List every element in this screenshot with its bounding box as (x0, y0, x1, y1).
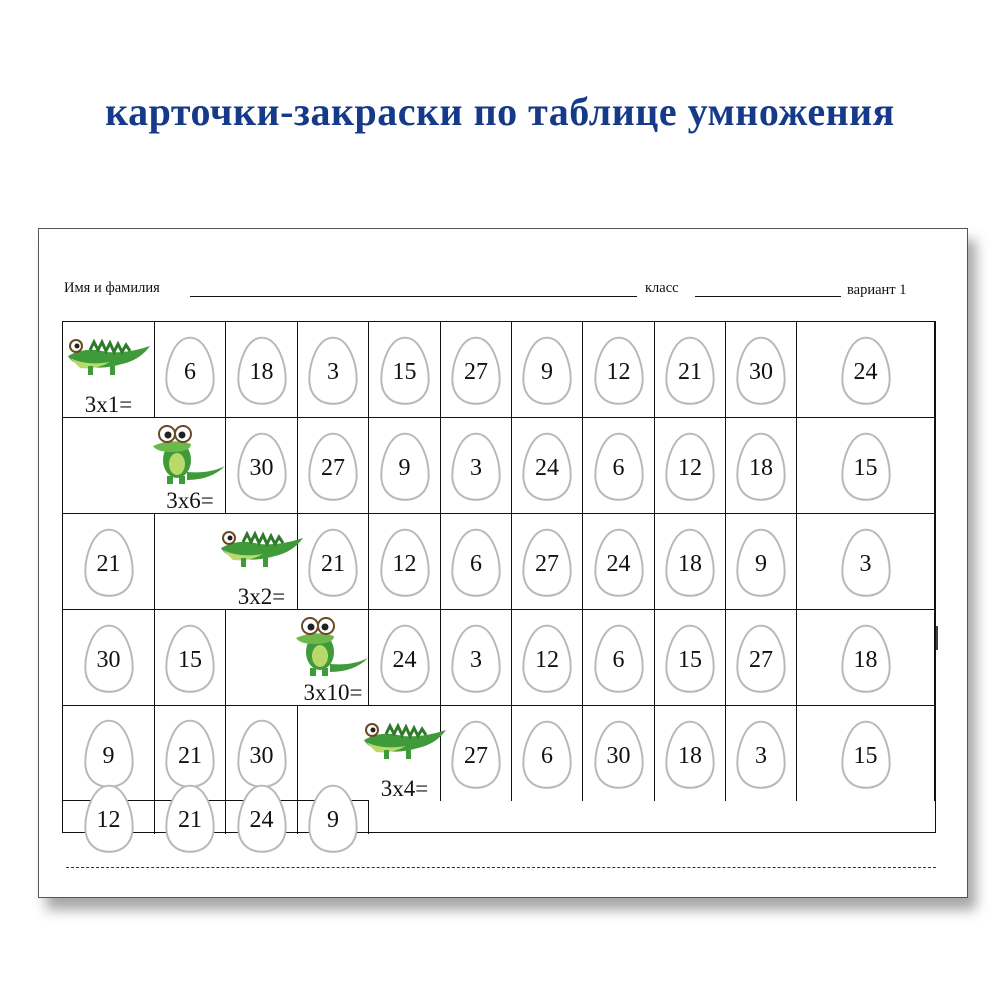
multiplication-expression: 3x4= (380, 776, 429, 801)
row-label-cell (226, 514, 298, 610)
egg-number: 24 (535, 455, 559, 481)
egg-cell[interactable] (655, 418, 726, 514)
egg-cell[interactable] (63, 610, 155, 706)
egg-number: 12 (678, 455, 702, 481)
egg-number: 27 (464, 743, 488, 769)
egg-number: 12 (392, 551, 417, 577)
egg-cell[interactable] (512, 514, 583, 610)
egg-number: 6 (612, 647, 625, 673)
egg-number: 9 (541, 359, 553, 385)
egg-cell[interactable] (441, 322, 512, 418)
egg-cell[interactable] (63, 801, 155, 834)
egg-number: 24 (853, 359, 878, 385)
egg-number: 9 (755, 551, 767, 577)
egg-cell[interactable] (512, 322, 583, 418)
name-label: Имя и фамилия (64, 280, 160, 296)
egg-cell[interactable] (797, 610, 935, 706)
egg-number: 27 (321, 455, 345, 481)
egg-cell[interactable] (655, 706, 726, 801)
egg-cell[interactable] (797, 706, 935, 801)
egg-cell[interactable] (369, 610, 441, 706)
egg-number: 3 (470, 647, 482, 673)
egg-number: 12 (606, 359, 631, 385)
empty-cell (369, 801, 441, 834)
egg-cell[interactable] (583, 514, 655, 610)
egg-number: 27 (535, 551, 559, 577)
egg-cell[interactable] (369, 322, 441, 418)
egg-number: 9 (398, 455, 411, 481)
egg-cell[interactable] (226, 418, 298, 514)
egg-cell[interactable] (226, 801, 298, 834)
egg-cell[interactable] (369, 514, 441, 610)
row-label-cell (155, 418, 226, 514)
egg-number: 6 (470, 551, 482, 577)
egg-cell[interactable] (726, 610, 797, 706)
egg-cell[interactable] (797, 514, 935, 610)
egg-cell[interactable] (797, 418, 935, 514)
egg-number: 21 (321, 551, 345, 577)
egg-number: 27 (749, 647, 773, 673)
egg-cell[interactable] (298, 418, 369, 514)
multiplication-expression: 3x2= (237, 584, 286, 609)
egg-number: 15 (392, 359, 417, 385)
egg-number: 30 (96, 647, 121, 673)
egg-cell[interactable] (155, 801, 226, 834)
egg-number: 30 (249, 742, 274, 769)
egg-number: 18 (249, 359, 274, 385)
egg-number: 21 (178, 807, 202, 833)
egg-number: 30 (749, 359, 773, 385)
variant-label: вариант 1 (847, 282, 907, 298)
egg-cell[interactable] (655, 322, 726, 418)
egg-cell[interactable] (726, 514, 797, 610)
egg-number: 21 (678, 359, 702, 385)
egg-number: 3 (327, 359, 339, 385)
coloring-grid (62, 321, 936, 833)
egg-number: 30 (606, 743, 631, 769)
egg-number: 9 (102, 742, 115, 769)
crocodile-icon (362, 706, 448, 779)
egg-number: 3 (859, 551, 872, 577)
crocodile-standing-icon (290, 610, 376, 683)
egg-cell[interactable] (726, 706, 797, 801)
egg-number: 24 (392, 647, 417, 673)
egg-number: 12 (96, 807, 121, 833)
egg-number: 18 (678, 743, 702, 769)
egg-cell[interactable] (726, 322, 797, 418)
egg-cell[interactable] (512, 610, 583, 706)
egg-number: 12 (535, 647, 559, 673)
egg-cell[interactable] (441, 418, 512, 514)
crocodile-icon (219, 514, 305, 587)
multiplication-expression: 3x6= (166, 488, 214, 513)
row-label-cell (369, 706, 441, 801)
egg-number: 6 (612, 455, 625, 481)
egg-cell[interactable] (655, 514, 726, 610)
egg-cell[interactable] (226, 322, 298, 418)
egg-number: 9 (327, 807, 339, 833)
egg-number: 6 (541, 743, 553, 769)
empty-cell (63, 418, 155, 514)
multiplication-expression: 3x1= (84, 392, 133, 417)
egg-cell[interactable] (441, 706, 512, 801)
multiplication-expression: 3x10= (303, 680, 363, 705)
egg-number: 15 (178, 647, 202, 673)
row-label-cell (63, 322, 155, 418)
egg-number: 24 (249, 807, 274, 833)
egg-number: 30 (249, 455, 274, 481)
name-field-line[interactable] (190, 296, 637, 297)
crocodile-icon (66, 322, 152, 395)
edge-mark (936, 626, 938, 650)
class-label: класс (645, 280, 679, 296)
egg-number: 3 (470, 455, 482, 481)
egg-number: 24 (606, 551, 631, 577)
egg-cell[interactable] (369, 418, 441, 514)
egg-number: 18 (853, 647, 878, 673)
empty-cell (226, 610, 298, 706)
egg-number: 15 (853, 743, 878, 769)
egg-number: 21 (178, 742, 202, 769)
egg-cell[interactable] (298, 322, 369, 418)
class-field-line[interactable] (695, 296, 841, 297)
egg-cell[interactable] (583, 706, 655, 801)
egg-number: 15 (853, 455, 878, 481)
egg-number: 6 (184, 359, 196, 385)
egg-cell[interactable] (63, 514, 155, 610)
egg-cell[interactable] (655, 610, 726, 706)
empty-cell (155, 514, 226, 610)
egg-cell[interactable] (155, 610, 226, 706)
egg-number: 18 (749, 455, 773, 481)
crocodile-standing-icon (147, 418, 233, 491)
egg-number: 3 (755, 743, 767, 769)
egg-cell[interactable] (583, 610, 655, 706)
egg-number: 15 (678, 647, 702, 673)
page-title: карточки-закраски по таблице умножения (105, 89, 895, 134)
egg-number: 27 (464, 359, 488, 385)
egg-cell[interactable] (441, 514, 512, 610)
egg-cell[interactable] (583, 322, 655, 418)
egg-cell[interactable] (441, 610, 512, 706)
cut-line (66, 867, 936, 868)
egg-cell[interactable] (298, 801, 369, 834)
egg-cell[interactable] (512, 706, 583, 801)
egg-cell[interactable] (512, 418, 583, 514)
egg-cell[interactable] (583, 418, 655, 514)
egg-number: 21 (96, 551, 121, 577)
egg-cell[interactable] (797, 322, 935, 418)
egg-number: 18 (678, 551, 702, 577)
egg-cell[interactable] (298, 514, 369, 610)
egg-cell[interactable] (726, 418, 797, 514)
row-label-cell (298, 610, 369, 706)
egg-cell[interactable] (155, 322, 226, 418)
